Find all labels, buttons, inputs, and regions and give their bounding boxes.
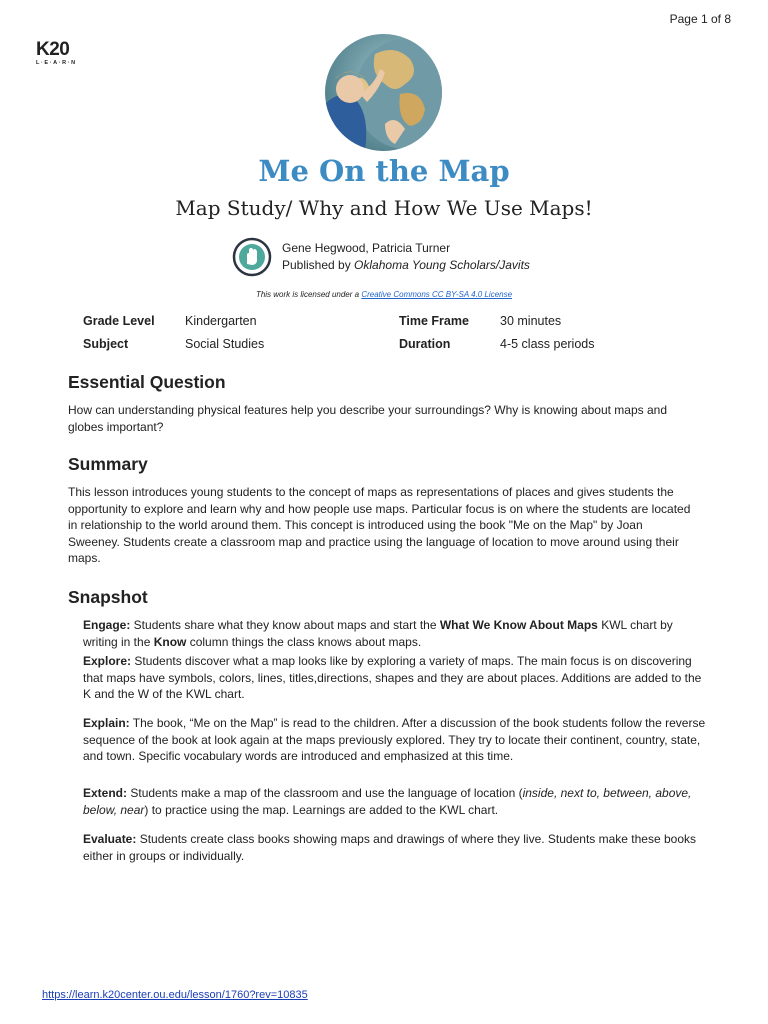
- snapshot-extend: [83, 785, 708, 818]
- essential-question-text: How can understanding physical features help you describe your surroundings? Why is knowing about maps and globes important?: [68, 403, 668, 434]
- engage-text-1: Students share what they know about maps and start the: [130, 618, 440, 632]
- explore-label: Explore:: [83, 654, 132, 668]
- evaluate-text: Students create class books showing maps and drawings of where they live. Students make these books either in groups or individually.: [83, 832, 696, 863]
- evaluate-label: Evaluate:: [83, 832, 137, 846]
- extend-italic: inside, next to, between, above, below, near: [83, 786, 692, 817]
- extend-text-2: ) to practice using the map. Learnings are added to the KWL chart.: [144, 802, 499, 817]
- authors-block: [282, 240, 530, 274]
- time-frame-value: 30 minutes: [500, 314, 562, 328]
- license-link[interactable]: Creative Commons CC BY-SA 4.0 License: [361, 290, 513, 299]
- explain-text: The book, “Me on the Map” is read to the children. After a discussion of the book students follow the reverse sequence of the book at look again at the maps previously explored. They try to locate their continent, country, state, and town. Specific vocabulary words are introduced and emphasized at this time.: [83, 716, 706, 764]
- duration-value: 4-5 class periods: [500, 337, 595, 351]
- grade-level-value: Kindergarten: [185, 314, 257, 328]
- snapshot-heading: Snapshot: [68, 587, 148, 607]
- grade-level-label: Grade Level: [83, 314, 155, 328]
- engage-text-3: column things the class knows about maps.: [186, 634, 422, 649]
- engage-text-2: KWL chart by writing in the: [83, 618, 673, 649]
- published-prefix: Published by: [282, 258, 355, 272]
- snapshot-evaluate: [83, 831, 708, 864]
- summary-heading: Summary: [68, 454, 148, 474]
- engage-bold-2: Know: [153, 634, 187, 649]
- snapshot-engage: [83, 617, 708, 650]
- lesson-subtitle: Map Study/ Why and How We Use Maps!: [175, 196, 593, 220]
- time-frame-label: Time Frame: [399, 314, 469, 328]
- engage-label: Engage:: [83, 618, 131, 632]
- explain-label: Explain:: [83, 716, 130, 730]
- publisher-name: Oklahoma Young Scholars/Javits: [354, 258, 530, 272]
- extend-label: Extend:: [83, 786, 128, 800]
- page-number: Page 1 of 8: [669, 12, 731, 26]
- logo-main-text: K20: [36, 39, 70, 60]
- logo-sub-text: L·E·A·R·N: [36, 60, 77, 66]
- engage-bold-1: What We Know About Maps: [439, 618, 598, 632]
- snapshot-explore: [83, 653, 708, 703]
- license-prefix: This work is licensed under a: [255, 290, 362, 299]
- summary-text: This lesson introduces young students to the concept of maps as representations of places and gives students the opportunity to explore and learn why and how people use maps. Particular focus is on where the students are located in relationship to the world around them. This concept is introduced using the book "Me on the Map" by Joan Sweeney. Students create a classroom map and practice using the language of location to move around using their maps.: [68, 485, 691, 566]
- explore-text: Students discover what a map looks like by exploring a variety of maps. The main focus is on discovering that maps have symbols, colors, lines, titles,directions, shapes and they are about places. Additions are added to the K and the W of the KWL chart.: [83, 654, 702, 702]
- subject-value: Social Studies: [185, 337, 265, 351]
- hand-badge-icon: [232, 237, 272, 277]
- k20-logo: [36, 40, 78, 67]
- lesson-title: Me On the Map: [258, 154, 510, 188]
- essential-question-heading: Essential Question: [68, 372, 226, 392]
- extend-text-1: Students make a map of the classroom and use the language of location (: [127, 786, 523, 800]
- license-line: [0, 290, 768, 299]
- duration-label: Duration: [399, 337, 451, 351]
- author-names: Gene Hegwood, Patricia Turner: [282, 241, 451, 255]
- footer-url-link[interactable]: https://learn.k20center.ou.edu/lesson/1760?rev=10835: [42, 989, 308, 1001]
- subject-label: Subject: [83, 337, 129, 351]
- snapshot-explain: [83, 715, 708, 765]
- child-with-map-globe-photo: [325, 34, 442, 151]
- publisher-line: [282, 257, 530, 274]
